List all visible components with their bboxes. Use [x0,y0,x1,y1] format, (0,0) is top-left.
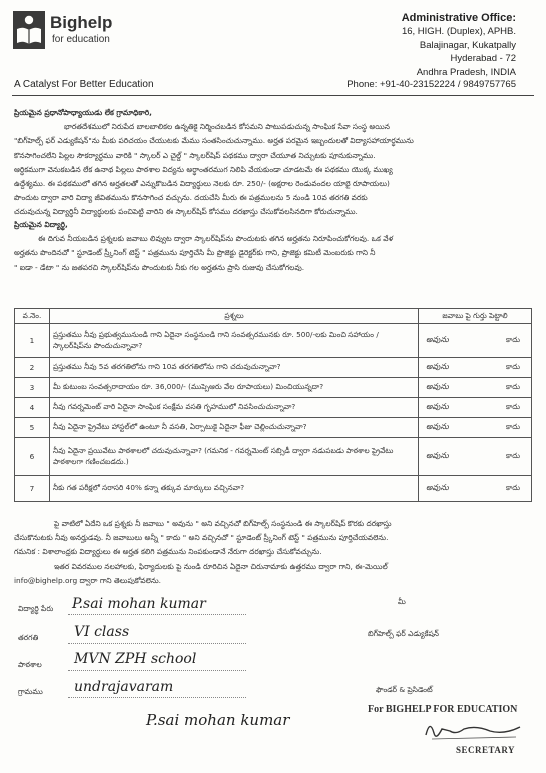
answer-cell [419,418,532,438]
secretary-title: SECRETARY [456,745,516,755]
row-number: 6 [15,438,50,476]
answer-cell [419,438,532,476]
column-header: వ.నెం. [15,309,50,324]
answer-no[interactable]: కాదు [505,362,520,371]
class-line [68,643,246,644]
eligibility-table [14,308,532,502]
school-line [68,670,246,671]
paragraph-line: ఉద్దేశ్యము. ఈ పథకములో తగిన అర్హతలతో ఎన్నుకొబడిన విద్యార్థులు నెలకు రూ. 250/- (అక్షరాల రెండువందల యాభై రూపాయలు) [14,179,390,189]
paragraph-line: ఈ దిగువ నీయబడిన ప్రశ్నలకు జవాబు లివ్వుట ద్వారా స్కాలర్‌షిప్‌ను పొందుటకు తగిన అర్హతను నిరూపించుకోగలవు. ఒక వేళ [38,234,394,244]
answer-cell [419,358,532,378]
address-line: Balajinagar, Kukatpally [419,39,516,51]
question-text: నీవు గవర్నమెంట్ వారి ఏదైనా సాంఘిక సంక్షేమ వసతి గృహములో నివసించుచున్నావా? [50,398,419,418]
village-field[interactable]: undrajavaram [74,679,174,695]
note-line: ఇతర వివరముల నలహాలకు, ఫిర్యాదులకు పై నుండి రూరిచిన ఏదైనా చిరునామాకు ఉత్తరము ద్వారా గాని, ఈ-మెయిల్ [54,561,388,571]
answer-no[interactable]: కాదు [505,335,520,344]
school-field[interactable]: MVN ZPH school [74,651,197,667]
name-label: విద్యార్థి పేరు [18,604,54,613]
phone-number: Phone: +91-40-23152224 / 9849757765 [347,79,516,90]
question-text: ప్రస్తుతము నీవు ప్రభుత్వమునుండి గాని ఏదైనా సంస్థనుండి గాని సంవత్సరమునకు రూ. 500/-లకు మించి సహాయం / స్కాలర్‌షిప్‌ను పొందుచున్నావా? [50,324,419,358]
answer-no[interactable]: కాదు [505,422,520,431]
answer-yes[interactable]: అవును [426,451,449,460]
table-row [15,476,532,502]
table-row [15,398,532,418]
organisation-sign: బిగ్‌హెల్ప్ ఫర్ ఎడ్యుకేషన్ [368,629,439,638]
answer-yes[interactable]: అవును [426,362,449,371]
greeting-headmaster: ప్రియమైన ప్రధానోపాధ్యాయుడు లేక గ్రామాధికారి, [14,108,152,117]
brand-subtitle: for education [52,34,110,45]
office-address [402,12,516,79]
note-line: పై వాటిలో ఏదేని ఒక ప్రశ్నకు నీ జవాబు " అవును " అని వచ్చినచో బిగ్‌హెల్ప్ సంస్థనుండి ఈ స్కాలర్‌షిప్ కొరకు దరఖాస్తు [54,519,392,528]
table-row [15,378,532,398]
answer-yes[interactable]: అవును [426,422,449,431]
closing-yours: మీ [398,597,406,606]
paragraph-line: చదువుచున్న విద్యార్థినీ విద్యార్థులకు పంచిపెట్టి వారిని ఈ స్కాలర్‌షిప్ కోసము దరఖాస్తు చేసుకోవలసినదిగా కోరుచున్నాము. [14,207,358,217]
paragraph-line: కొనసాగించలేని పిల్లల సౌకర్యార్థము వారికి " స్కాలర్ ఎ చైల్డ్ " స్కాలర్‌షిప్ పథకము ద్వారా చేయూత నిచ్చుటకు పూనుకున్నాము. [14,150,376,160]
table-row [15,324,532,358]
name-field[interactable]: P.sai mohan kumar [72,596,206,612]
question-text: నీకు గత పరీక్షలో సరాసరి 40% కన్నా తక్కువ మార్కులు వచ్చినవా? [50,476,419,502]
answer-no[interactable]: కాదు [505,402,520,411]
seal-text: For BIGHELP FOR EDUCATION [368,704,518,715]
answer-yes[interactable]: అవును [426,382,449,391]
village-label: గ్రామము [18,687,43,696]
note-line: గమనిక : విశాలాంధ్రకు విద్యార్థులు ఈ అర్హత కలిగి పత్రమును నింపకుండానే నేరుగా దరఖాస్తు చేసుకోవచ్చును. [14,547,322,557]
name-line [68,614,246,615]
bighelp-logo-icon [13,11,45,49]
column-header: జవాబు పై గుర్తు పెట్టాలి [419,309,532,324]
paragraph-line: " ఐడా - డేటా " ను జతపరచి స్కాలర్‌షిప్‌ను పొందుటకు నీకు గల అర్హతను ప్రాసి రుజువు చేసుకోగలవు. [14,262,305,272]
office-title: Administrative Office: [401,12,516,24]
question-text: నీవు ఏదైనా ప్రయివేటు పాఠశాలలో చదువుచున్నావా? (గమనిక - గవర్నమెంట్ సబ్సిడీ ద్వారా నడుపబడు పాఠశాల ప్రైవేటు పాఠశాలగా గణించబడదు.) [50,438,419,476]
answer-cell [419,378,532,398]
brand-name: Bighelp [50,13,113,32]
tagline: A Catalyst For Better Education [14,79,154,90]
village-line [68,697,246,698]
paragraph-line: "బిగ్‌హెల్ప్ ఫర్ ఎడ్యుకేషన్"ను మీకు పరిచయం చేయుటకు మేము సంతసించుచున్నాము. అర్హత పరమైన ఇబ్బందులతో విద్యాసహాయార్థమును [14,136,414,146]
question-text: నీవు ఏదైనా ప్రైవేటు హాస్టల్‌లో ఉంటూ నీ వసతి, ఏర్పాటుకై ఏదైనా ఫీజు చెల్లించుచున్నావా? [50,418,419,438]
row-number: 2 [15,358,50,378]
table-row [15,358,532,378]
paragraph-line: ఆర్థికముగా వెనుకబడిన లేక ఉనాథ పిల్లలు పాఠశాల విద్యను అర్థాంతరముగ నిలిపి వేయకుండా చూడటమే ఈ పథకము యొక్క ముఖ్య [14,164,393,174]
address-line: Andhra Pradesh, INDIA [416,66,516,78]
row-number: 7 [15,476,50,502]
class-field[interactable]: VI class [74,624,130,640]
table-row [15,438,532,476]
note-line: చేసుకొనుటకు నీవు అనర్హుడవు. నీ జవాబులు అన్నీ " కాదు " అని వచ్చినచో " స్టూడెంట్ స్ర్కీనింగ్ టెస్ట్ " పత్రమును పూర్తిచేయవలెను. [14,533,389,543]
row-number: 3 [15,378,50,398]
row-number: 4 [15,398,50,418]
founder-president: ఫౌండర్ & ప్రెసిడెంట్ [376,685,433,694]
address-line: Hyderabad - 72 [450,53,516,65]
student-instructions [14,218,534,275]
note-line: info@bighelp.org ద్వారా గాని తెలుపుకోవలెను. [14,575,161,585]
answer-no[interactable]: కాదు [505,451,520,460]
column-header: ప్రశ్నలు [50,309,419,324]
greeting-student: ప్రియమైన విద్యార్థి, [14,220,68,229]
table-row [15,418,532,438]
table-header-row [15,309,532,324]
student-signature: P.sai mohan kumar [146,711,290,729]
class-label: తరగతి [18,633,39,642]
eligibility-notes [14,517,534,588]
paragraph-line: భారతదేశములో నిరుపేద బాలబాలికల ఉన్నతికై నిర్మించబడిన కోసమని పాటుపడుచున్న సాంఘిక సేవా సంస్థ అయిన [64,122,390,132]
answer-no[interactable]: కాదు [505,382,520,391]
answer-cell [419,324,532,358]
question-text: మీ కుటుంబ సంవత్సరాదాయం రూ. 36,000/- (ముప్పెఆరు వేల రూపాయలు) మించియున్నదా? [50,378,419,398]
row-number: 1 [15,324,50,358]
address-line: 16, HIGH. (Duplex), APHB. [401,26,516,38]
paragraph-line: అర్హతను పొందినచో " స్టూడెంట్ స్ర్కీనింగ్ టెస్ట్ " పత్రమును పూర్తిచేసి మీ ప్రొజెక్టు డైరెక్టర్‌కు గాని, ప్రాజెక్టు కమిటీ మెంబరుకు గాని నీ [14,248,376,258]
answer-cell [419,398,532,418]
answer-cell [419,476,532,502]
row-number: 5 [15,418,50,438]
letter-intro [14,106,534,220]
question-text: ప్రస్తుతము నీవు 5వ తరగతిలోను గాని 10వ తరగతిలోను గాని చదువుచున్నావా? [50,358,419,378]
answer-yes[interactable]: అవును [426,402,449,411]
answer-yes[interactable]: అవును [426,483,449,492]
school-label: పాఠశాల [18,660,42,669]
paragraph-line: పొందుట ద్వారా వారి విద్యా జీవితమును కొనసాగించ వచ్చును. దయచేసి మీరు ఈ పత్రములను 5 నుండి 10వ తరగతి వరకు [14,193,368,203]
answer-no[interactable]: కాదు [505,483,520,492]
header-divider [12,95,534,96]
secretary-signature-icon [420,715,530,745]
answer-yes[interactable]: అవును [426,335,449,344]
